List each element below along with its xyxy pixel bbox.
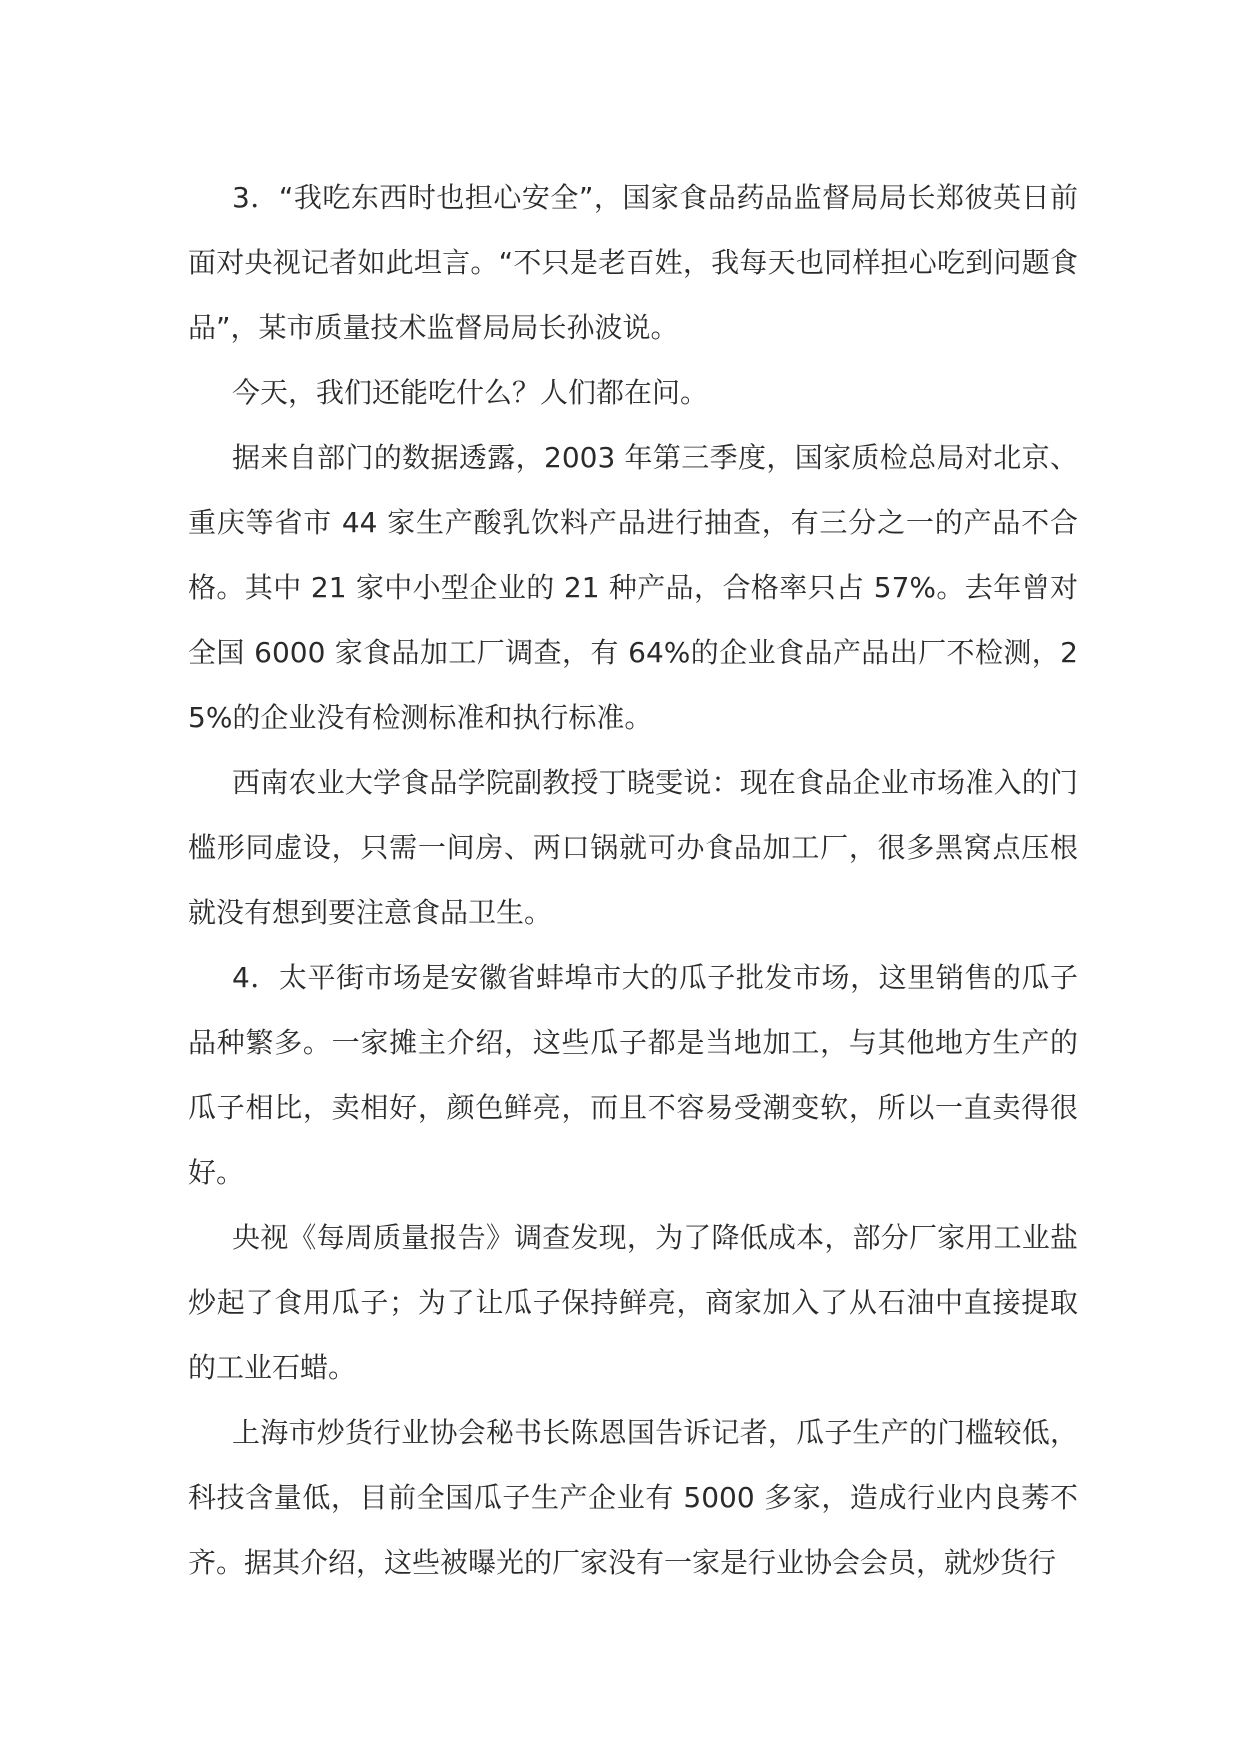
paragraph-1: 3．“我吃东西时也担心安全”，国家食品药品监督局局长郑彼英日前面对央视记者如此坦言。“不只是老百姓，我每天也同样担心吃到问题食品”，某市质量技术监督局局长孙波说。 (188, 181, 1078, 344)
paragraph-6: 央视《每周质量报告》调查发现，为了降低成本，部分厂家用工业盐炒起了食用瓜子；为了让瓜子保持鲜亮，商家加入了从石油中直接提取的工业石蜡。 (188, 1221, 1078, 1384)
paragraph-5: 4．太平街市场是安徽省蚌埠市大的瓜子批发市场，这里销售的瓜子品种繁多。一家摊主介绍，这些瓜子都是当地加工，与其他地方生产的瓜子相比，卖相好，颜色鲜亮，而且不容易受潮变软，所以一直卖得很好。 (188, 961, 1078, 1189)
document-body (188, 165, 1078, 1595)
paragraph-2: 今天，我们还能吃什么？人们都在问。 (232, 376, 709, 409)
paragraph-7: 上海市炒货行业协会秘书长陈恩国告诉记者，瓜子生产的门槛较低，科技含量低，目前全国瓜子生产企业有 5000 多家，造成行业内良莠不齐。据其介绍，这些被曝光的厂家没有一家是行业协会会员，就炒货行 (188, 1416, 1078, 1579)
paragraph-3: 据来自部门的数据透露，2003 年第三季度，国家质检总局对北京、重庆等省市 44 家生产酸乳饮料产品进行抽查，有三分之一的产品不合格。其中 21 家中小型企业的 21 种产品，合格率只占 57%。去年曾对全国 6000 家食品加工厂调查，有 64%的企业食品产品出厂不检测，25%的企业没有检测标准和执行标准。 (188, 441, 1078, 734)
paragraph-4: 西南农业大学食品学院副教授丁晓雯说：现在食品企业市场准入的门槛形同虚设，只需一间房、两口锅就可办食品加工厂，很多黑窝点压根就没有想到要注意食品卫生。 (188, 766, 1078, 929)
